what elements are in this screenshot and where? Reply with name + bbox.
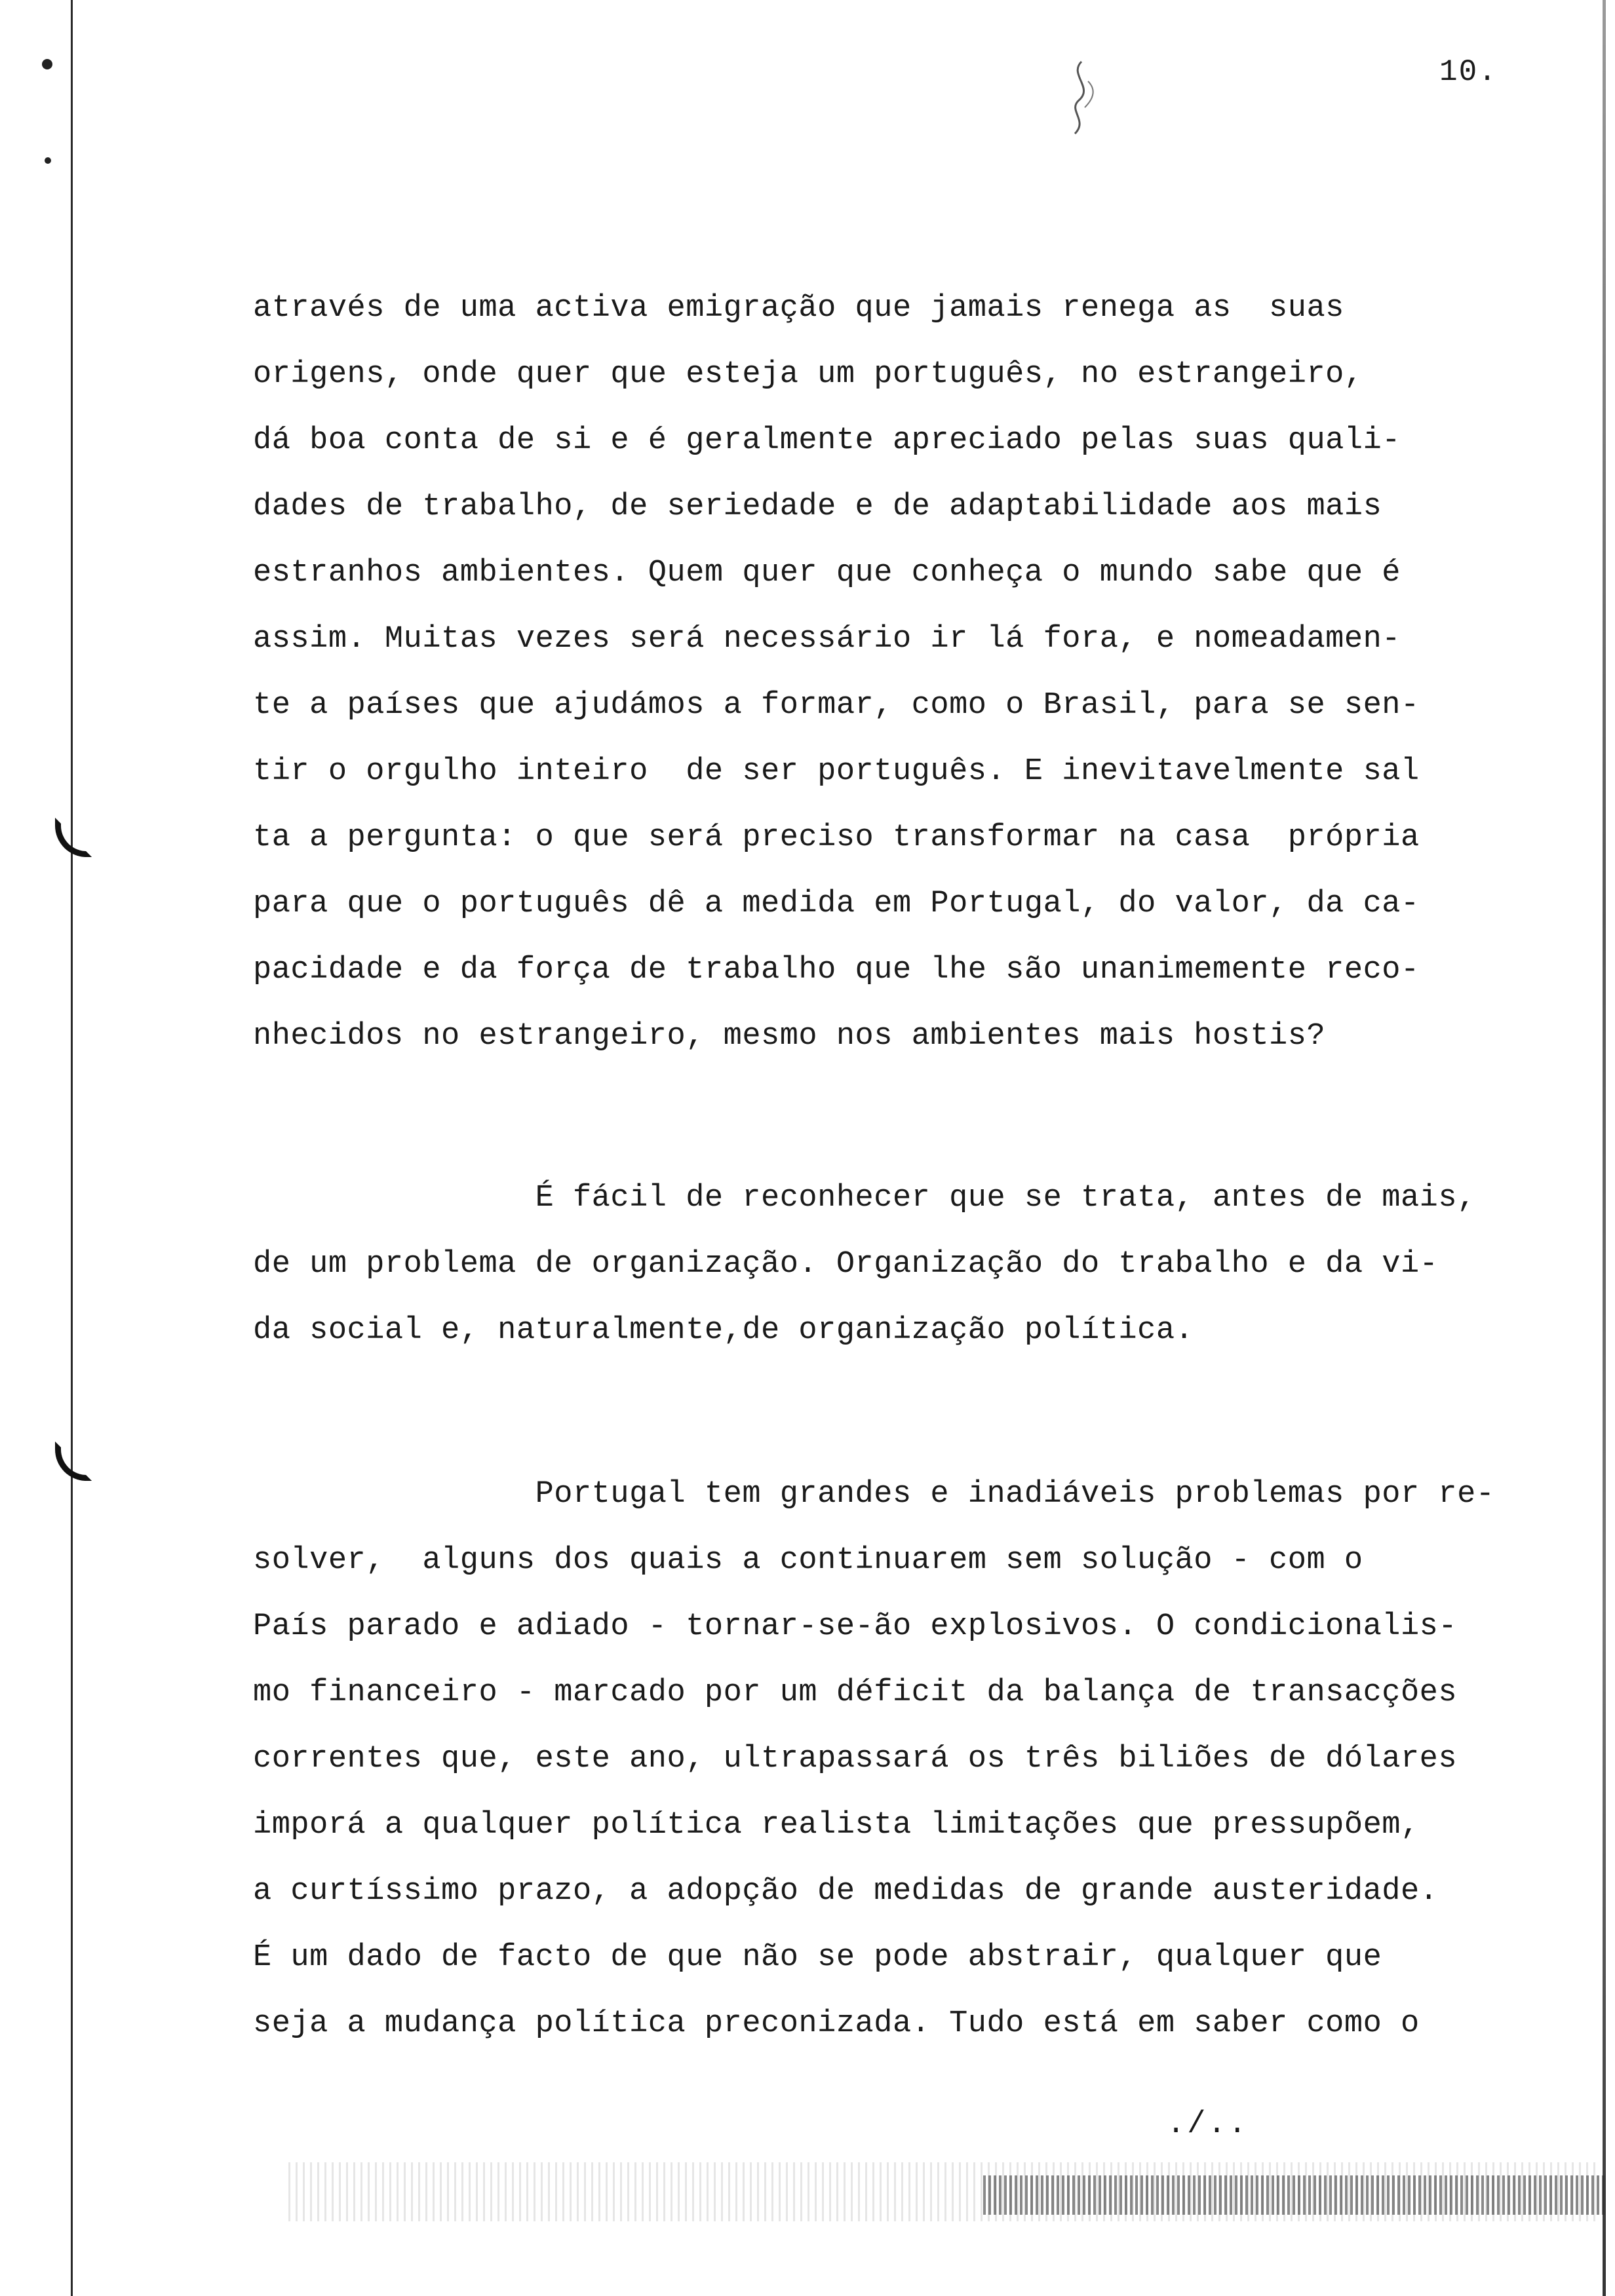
text-line: País parado e adiado - tornar-se-ão explosivos. O condicionalis- [253, 1609, 1458, 1644]
text-line: dá boa conta de si e é geralmente apreciado pelas suas quali- [253, 423, 1401, 458]
continuation-mark: ./.. [1167, 2107, 1249, 2142]
paragraph-2 [253, 1165, 1498, 1364]
text-line: da social e, naturalmente,de organização política. [253, 1313, 1194, 1348]
text-line: nhecidos no estrangeiro, mesmo nos ambientes mais hostis? [253, 1019, 1326, 1054]
text-line: a curtíssimo prazo, a adopção de medidas de grande austeridade. [253, 1874, 1439, 1909]
text-line: pacidade e da força de trabalho que lhe são unanimemente reco- [253, 953, 1420, 987]
text-line: solver, alguns dos quais a continuarem sem solução - com o [253, 1543, 1363, 1578]
text-line: É fácil de reconhecer que se trata, antes de mais, [253, 1181, 1476, 1215]
text-line: assim. Muitas vezes será necessário ir lá fora, e nomeadamen- [253, 622, 1401, 657]
text-line: origens, onde quer que esteja um português, no estrangeiro, [253, 357, 1363, 392]
paragraph-3 [253, 1461, 1498, 2057]
text-line: mo financeiro - marcado por um déficit da balança de transacções [253, 1675, 1458, 1710]
right-edge-shadow [1603, 0, 1606, 2296]
binder-clip-mark [55, 1442, 92, 1481]
left-margin-rule [71, 0, 73, 2296]
text-line: tir o orgulho inteiro de ser português. E inevitavelmente sal [253, 754, 1420, 789]
text-line: através de uma activa emigração que jamais renega as suas [253, 291, 1344, 326]
binder-clip-mark [55, 818, 92, 857]
page-number: 10. [1439, 55, 1498, 89]
text-line: É um dado de facto de que não se pode abstrair, qualquer que [253, 1940, 1382, 1975]
text-line: de um problema de organização. Organização do trabalho e da vi- [253, 1247, 1439, 1282]
text-line: para que o português dê a medida em Portugal, do valor, da ca- [253, 887, 1420, 921]
text-line: dades de trabalho, de seriedade e de adaptabilidade aos mais [253, 489, 1382, 524]
paragraph-1 [253, 275, 1498, 1069]
punch-hole-mark [42, 59, 52, 69]
text-line: te a países que ajudámos a formar, como o Brasil, para se sen- [253, 688, 1420, 723]
text-line: imporá a qualquer política realista limitações que pressupõem, [253, 1808, 1420, 1843]
text-line: correntes que, este ano, ultrapassará os três biliões de dólares [253, 1742, 1458, 1776]
handwritten-mark [1062, 55, 1108, 140]
scan-noise [983, 2175, 1606, 2215]
text-line: seja a mudança política preconizada. Tudo está em saber como o [253, 2006, 1420, 2041]
text-line: ta a pergunta: o que será preciso transformar na casa própria [253, 820, 1420, 855]
text-line: Portugal tem grandes e inadiáveis problemas por re- [253, 1477, 1495, 1512]
punch-hole-mark [45, 157, 51, 164]
text-line: estranhos ambientes. Quem quer que conheça o mundo sabe que é [253, 556, 1401, 590]
